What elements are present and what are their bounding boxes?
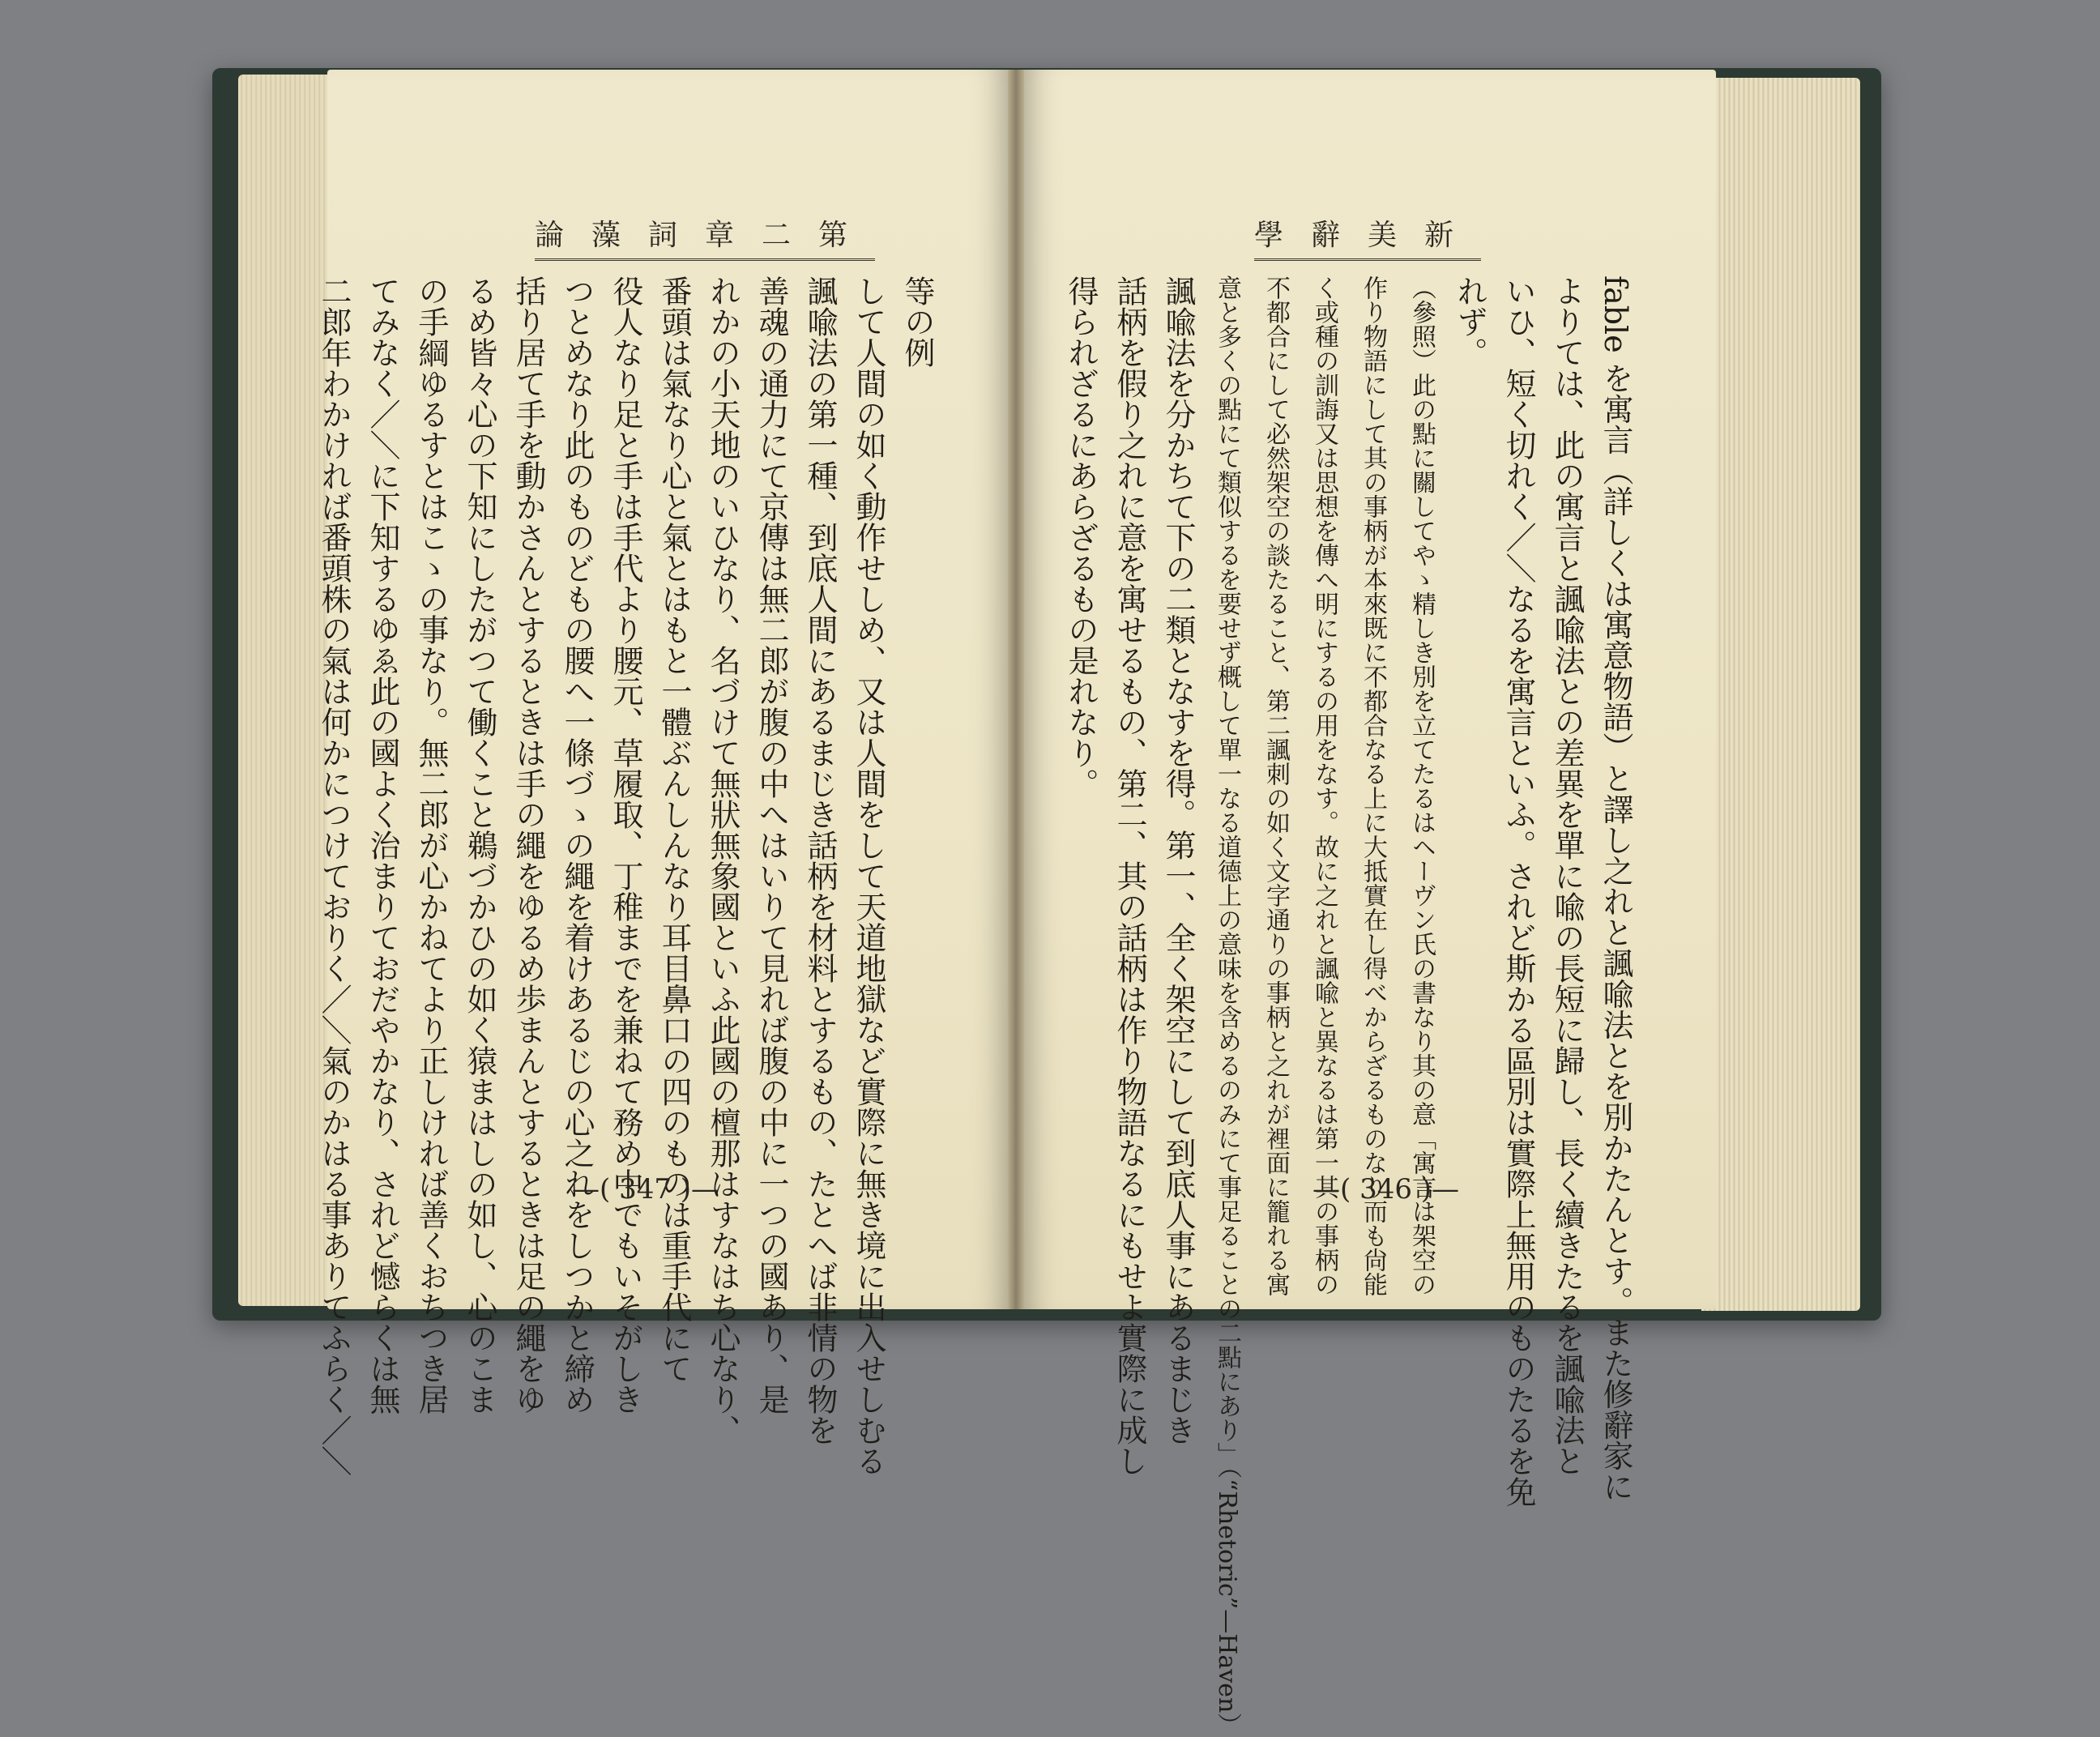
book-gutter <box>1008 70 1024 1309</box>
text-line: 番頭は氣なり心と氣とはもと一體ぶんしんなり耳目鼻口の四のものは重手代にて <box>656 275 692 1384</box>
text-line: れかの小天地のいひなり、名づけて無狀無象國といふ此國の檀那はすなはち心なり、 <box>705 275 741 1445</box>
note-line: く或種の訓誨又は思想を傳へ明にするの用をなす。故に之れと諷喩と異なるは第一其の事柄の <box>1310 275 1338 1296</box>
text-line: 諷喩法の第一種、到底人間にあるまじき話柄を材料とするもの、たとへば非情の物を <box>802 275 838 1445</box>
text-line: つとめなり此のものどもの腰へ一條づゝの繩を着けあるじの心之れをしつかと締め <box>559 275 595 1415</box>
text-line: れず。 <box>1452 275 1488 368</box>
right-page-number: —( 346 )— <box>1312 1173 1460 1206</box>
left-running-head: 論藻詞章二第 <box>535 212 875 261</box>
page-edges-right <box>1701 78 1860 1311</box>
text-line: 得られざるにあらざるもの是れなり。 <box>1063 275 1099 799</box>
text-line: して人間の如く動作せしめ、又は人間をして天道地獄など實際に無き境に出入せしむる <box>851 275 886 1476</box>
text-line: 善魂の通力にて京傳は無二郎が腹の中へはいりて見れば腹の中に一つの國あり、是 <box>753 275 789 1415</box>
text-line: よりては、此の寓言と諷喩法との差異を單に喩の長短に歸し、長く續きたるを諷喩法と <box>1549 275 1585 1476</box>
text-line: fable を寓言（詳しくは寓意物語）と譯し之れと諷喩法とを別かたんとす。また修辭家に <box>1598 275 1633 1502</box>
text-line: 役人なり足と手は手代より腰元、草履取、丁稚までを兼ねて務め中でもいそがしき <box>608 275 643 1415</box>
note-line: 不都合にして必然架空の談たること、第二諷刺の如く文字通りの事柄と之れが裡面に籠れる寓 <box>1261 275 1290 1296</box>
text-line: 諷喩法を分かちて下の二類となすを得。第一、全く架空にして到底人事にあるまじき <box>1160 275 1196 1445</box>
text-line: 話柄を假り之れに意を寓せるもの、第二、其の話柄は作り物語なるにもせよ實際に成し <box>1112 275 1147 1476</box>
text-line: の手綱ゆるすとはこゝの事なり。無二郎が心かねてより正しければ善くおちつき居 <box>413 275 449 1415</box>
note-line: 意と多くの點にて類似するを要せず概して單一なる道德上の意味を含めるのみにて事足ることの二點にあり」（“Rhetoric”—Haven） <box>1213 275 1241 1737</box>
text-line: いひ、短く切れく／＼なるを寓言といふ。されど斯かる區別は實際上無用のものたるを免 <box>1500 275 1536 1507</box>
note-line: 作り物語にして其の事柄が本來既に不都合なる上に大抵實在し得べからざるものなり而も尙能 <box>1359 275 1387 1296</box>
note-line: （參照）此の點に關してやゝ精しき別を立てたるはヘーヴン氏の書なり其の意「寓言は架空の <box>1407 275 1436 1296</box>
left-page-number: —( 347 )— <box>572 1173 719 1206</box>
text-line: 括り居て手を動かさんとするときは手の繩をゆるめ歩まんとするときは足の繩をゆ <box>510 275 546 1415</box>
text-line: 二郎年わかければ番頭株の氣は何かにつけておりく／＼氣のかはる事ありてふらく／＼ <box>316 275 352 1476</box>
right-running-head: 學辭美新 <box>1254 212 1481 261</box>
text-line: るめ皆々心の下知にしたがつて働くこと鵜づかひの如く猿まはしの如し、心のこま <box>462 275 497 1415</box>
text-line: てみなく／＼に下知するゆゑ此の國よく治まりておだやかなり、されど憾らくは無 <box>365 275 400 1415</box>
text-line: 等の例 <box>899 275 935 368</box>
